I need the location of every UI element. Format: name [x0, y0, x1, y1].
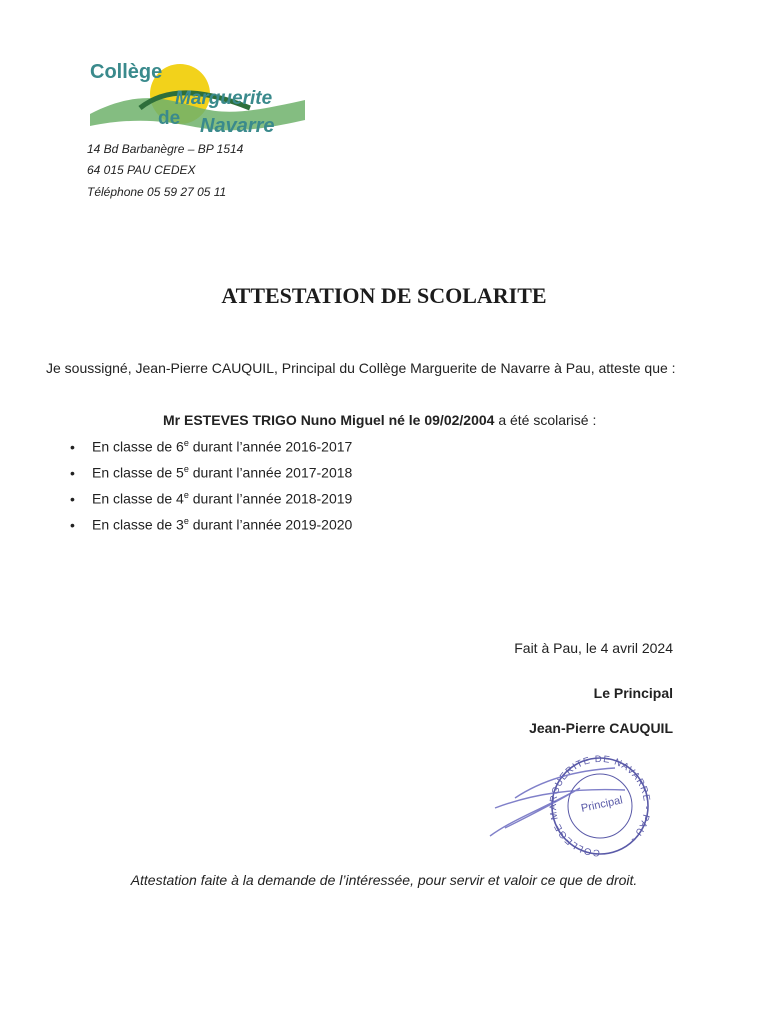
logo-line1: Collège	[90, 61, 163, 83]
college-logo	[80, 48, 310, 140]
bullet-icon: •	[70, 464, 75, 481]
logo-line2: Marguerite	[175, 88, 273, 109]
class-prefix: En classe de 5	[92, 464, 184, 481]
official-stamp	[485, 748, 660, 858]
logo-line4: Navarre	[200, 115, 275, 137]
class-suffix: durant l’année 2016-2017	[188, 438, 353, 455]
class-ordinal: e	[183, 516, 189, 526]
bullet-icon: •	[70, 516, 75, 533]
intro-text: Je soussigné, Jean-Pierre CAUQUIL, Principal du Collège Marguerite de Navarre à Pau, atteste que :	[46, 360, 676, 376]
class-ordinal: e	[183, 438, 189, 448]
student-line	[163, 412, 596, 428]
document-title: ATTESTATION DE SCOLARITE	[221, 283, 547, 308]
list-item	[70, 516, 352, 533]
footer-note: Attestation faite à la demande de l’intéressée, pour servir et valoir ce que de droit.	[130, 872, 638, 888]
bullet-icon: •	[70, 438, 75, 455]
class-suffix: durant l’année 2019-2020	[188, 516, 353, 533]
signatory-title: Le Principal	[593, 685, 673, 701]
student-identity: Mr ESTEVES TRIGO Nuno Miguel né le 09/02/2004	[163, 412, 495, 428]
student-status: a été scolarisé :	[494, 412, 597, 428]
address-street: 14 Bd Barbanègre – BP 1514	[87, 142, 244, 156]
address-phone: Téléphone 05 59 27 05 11	[87, 185, 227, 199]
class-prefix: En classe de 4	[92, 490, 184, 507]
class-suffix: durant l’année 2018-2019	[188, 490, 353, 507]
stamp-ring-text: COLLEGE MARGUERITE DE NAVARRE - PAU -	[548, 753, 653, 858]
class-ordinal: e	[183, 464, 189, 474]
logo-line3: de	[158, 108, 181, 129]
signatory-name: Jean-Pierre CAUQUIL	[529, 720, 673, 736]
class-ordinal: e	[183, 490, 189, 500]
list-item	[70, 438, 352, 455]
list-item	[70, 490, 352, 507]
class-prefix: En classe de 3	[92, 516, 184, 533]
list-item	[70, 464, 352, 481]
class-prefix: En classe de 6	[92, 438, 184, 455]
stamp-center-text: Principal	[579, 794, 624, 815]
bullet-icon: •	[70, 490, 75, 507]
address-city: 64 015 PAU CEDEX	[87, 163, 196, 177]
class-suffix: durant l’année 2017-2018	[188, 464, 353, 481]
date-line: Fait à Pau, le 4 avril 2024	[514, 640, 673, 656]
